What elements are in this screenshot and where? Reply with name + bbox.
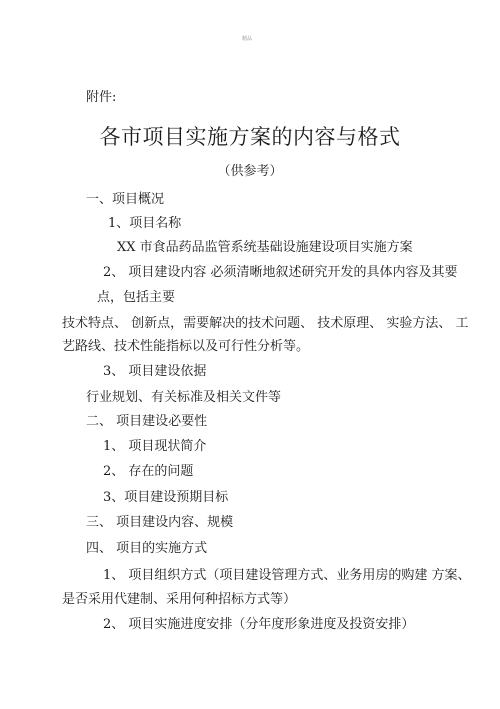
item-construction-basis: 3、 项目建设依据	[103, 364, 207, 379]
item-existing-problems: 2、 存在的问题	[103, 464, 194, 479]
document-subtitle: （供参考）	[217, 164, 283, 179]
section-heading-overview: 一、项目概况	[86, 192, 165, 207]
document-title: 各市项目实施方案的内容与格式	[99, 125, 401, 149]
construction-basis-text: 行业规划、有关标准及相关文件等	[86, 390, 282, 405]
item-expected-goals: 3、项目建设预期目标	[103, 490, 229, 505]
project-name-text: XX 市食品药品监管系统基础设施建设项目实施方案	[117, 240, 413, 255]
section-heading-implementation: 四、 项目的实施方式	[86, 541, 208, 556]
construction-content-details: 技术特点、 创新点，需要解决的技术问题、 技术原理、 实验方法、 工	[62, 316, 469, 331]
item-status-intro: 1、 项目现状简介	[103, 439, 207, 454]
construction-content-details-cont: 艺路线、技术性能指标以及可行性分析等。	[62, 339, 310, 354]
organization-method-cont: 是否采用代建制、采用何种招标方式等）	[62, 592, 297, 607]
section-heading-necessity: 二、 项目建设必要性	[86, 414, 208, 429]
item-organization-method: 1、 项目组织方式（项目建设管理方式、业务用房的购建 方案、	[103, 568, 471, 583]
section-heading-scope: 三、 项目建设内容、规模	[86, 515, 234, 530]
attachment-label: 附件:	[86, 90, 117, 105]
item-schedule: 2、 项目实施进度安排（分年度形象进度及投资安排）	[103, 617, 415, 632]
item-project-name: 1、项目名称	[108, 216, 182, 231]
construction-content-cont: 点，包括主要	[97, 290, 176, 305]
header-mark: 精品	[242, 36, 253, 42]
item-construction-content: 2、 项目建设内容 必须清晰地叙述研究开发的具体内容及其要	[103, 265, 458, 280]
